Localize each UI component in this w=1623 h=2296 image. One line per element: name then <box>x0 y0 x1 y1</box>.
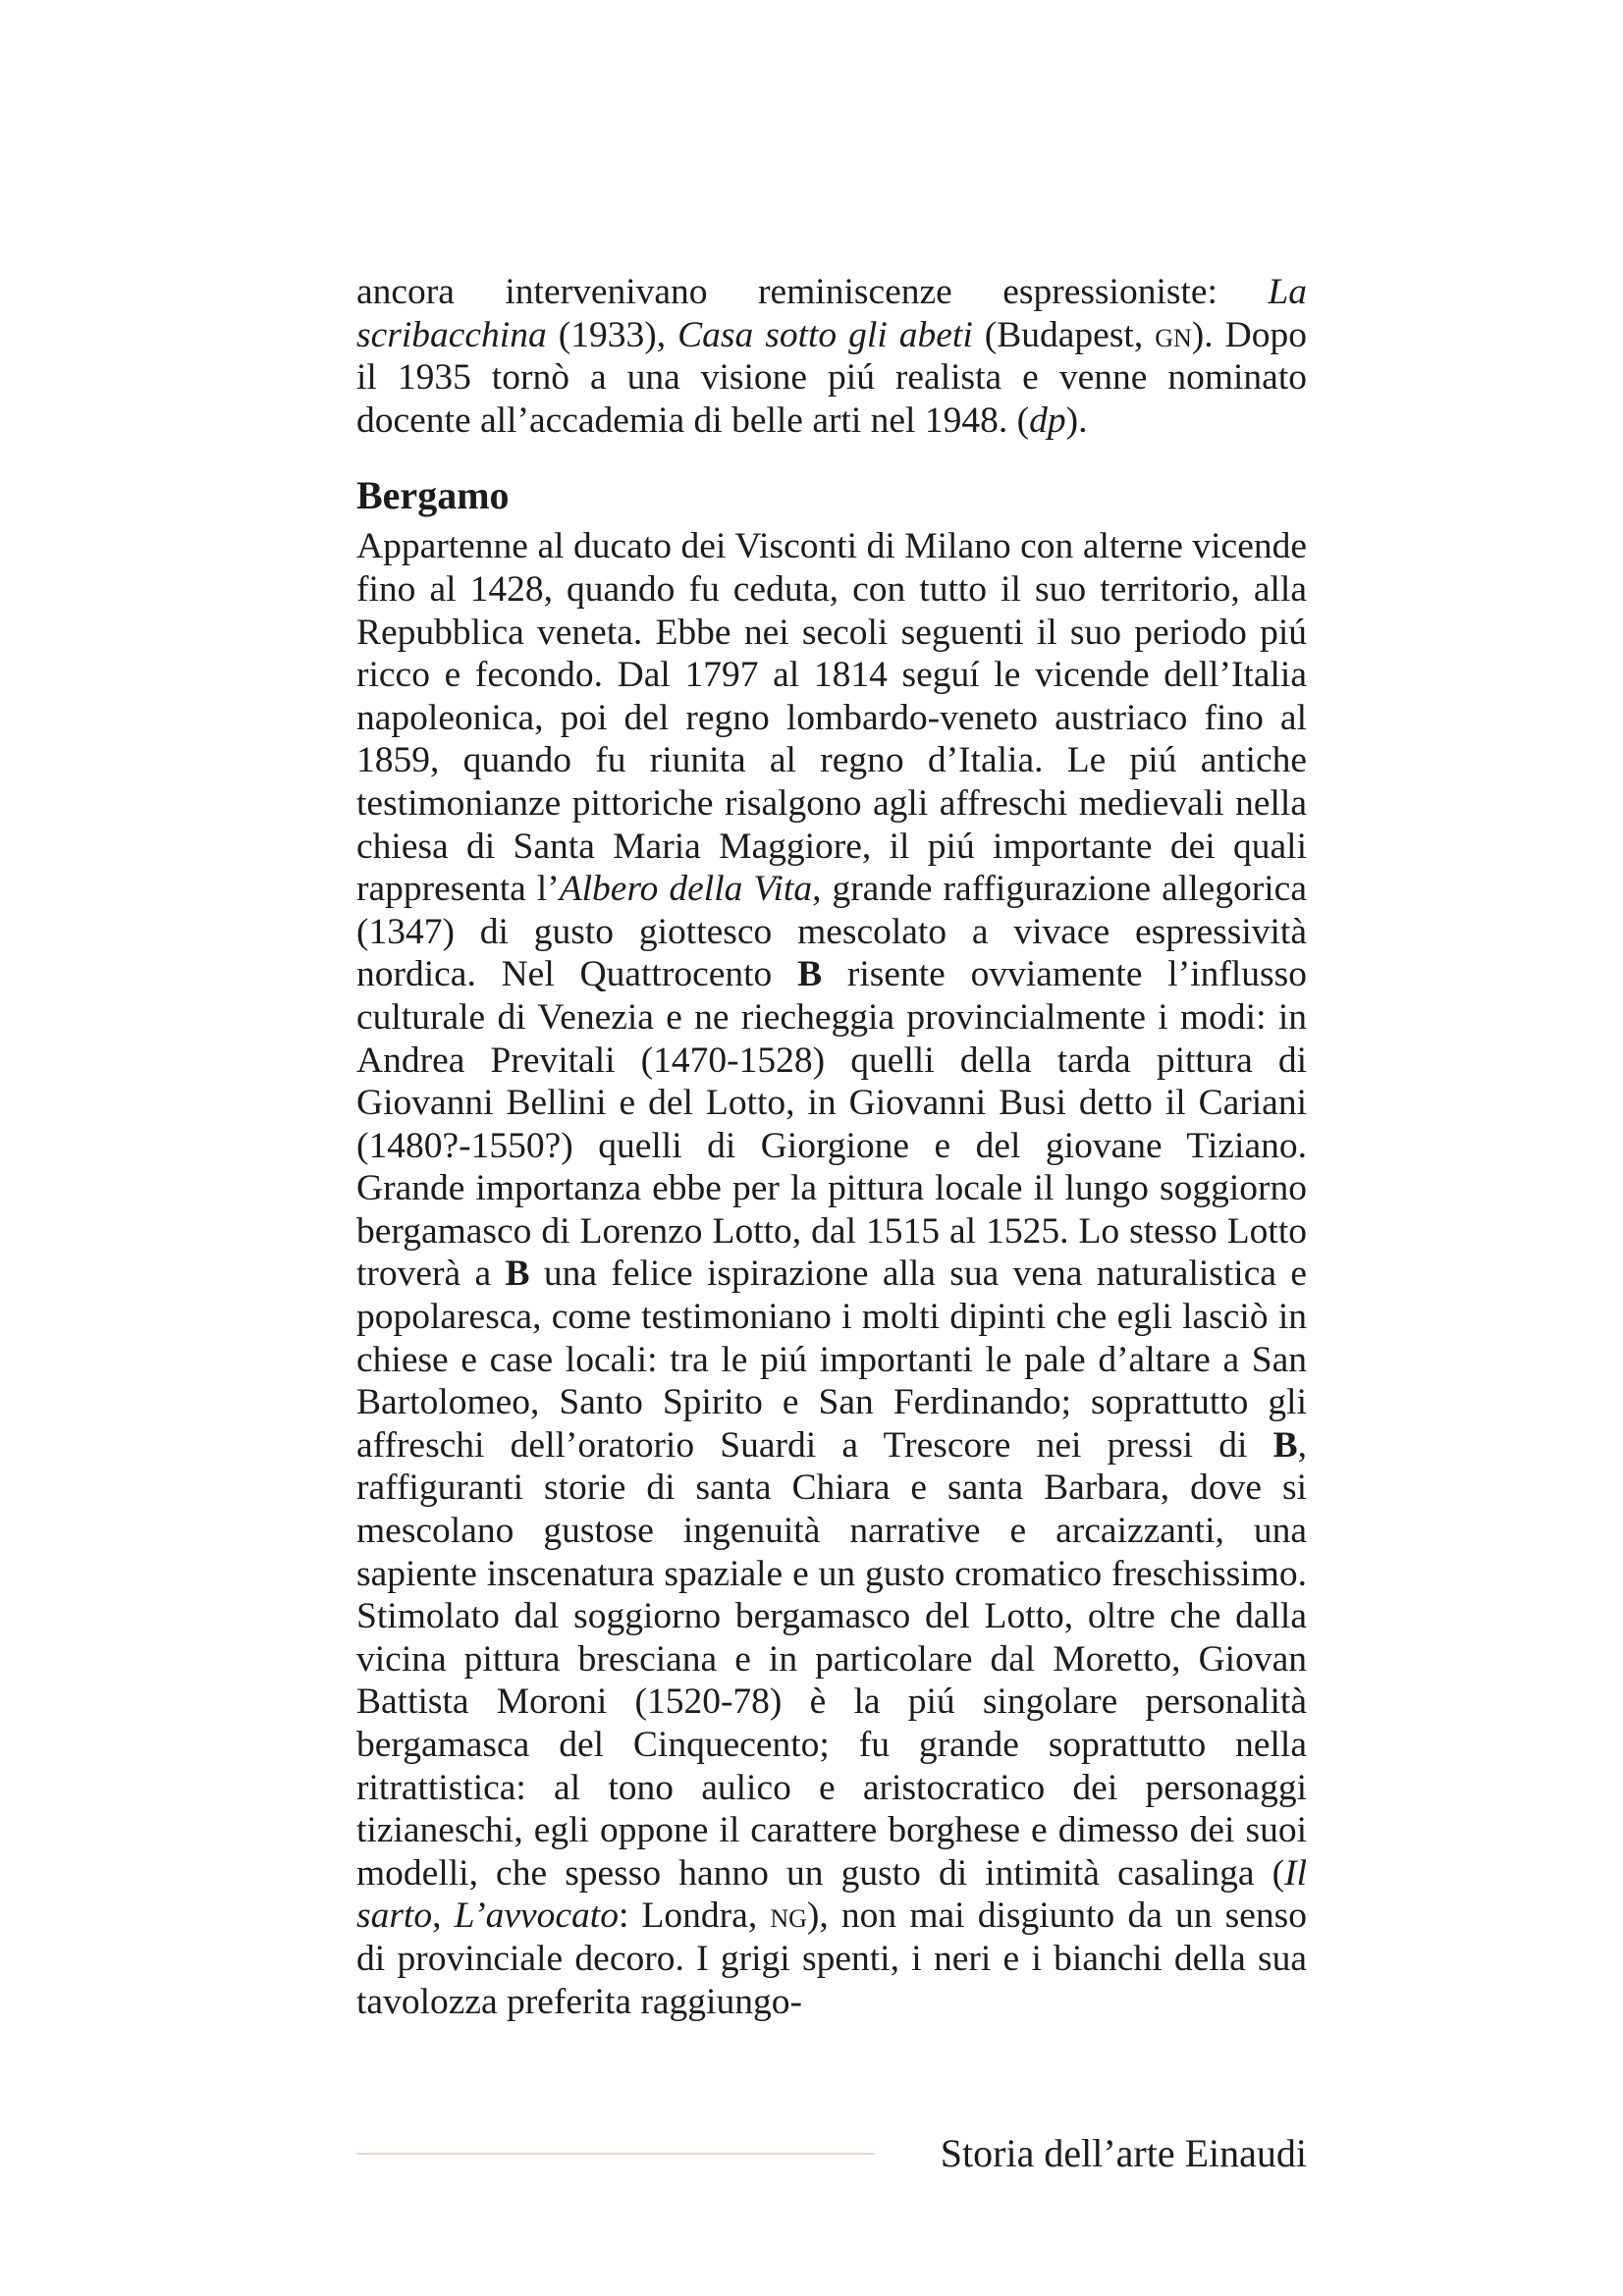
intro-text: ). Dopo il 1935 tornò a una visione piú realista e venne nominato docente all’accademia di belle arti nel 1948. ( <box>356 314 1307 441</box>
museum-abbreviation: ng <box>770 1896 807 1937</box>
footer-rule <box>356 2153 875 2155</box>
entry-abbreviation: B <box>505 1254 530 1295</box>
body-text: , raffiguranti storie di santa Chiara e santa Barbara, dove si mescolano gustose ingenuità narrative e arcaizzanti, una sapiente inscenatura spaziale e un gusto cromatico freschissimo. Stimolato dal soggiorno bergamasco del Lotto, oltre che dalla vicina pittura bresciana e in particolare dal Moretto, Giovan Battista Moroni (1520-78) è la piú singolare personalità bergamasca del Cinquecento; fu grande soprattutto nella ritrattistica: al tono aulico e aristocratico dei personaggi tizianeschi, egli oppone il carattere borghese e dimesso dei suoi modelli, che spesso hanno un gusto di intimità casalinga ( <box>356 1424 1307 1894</box>
intro-text: (Budapest, <box>972 314 1156 355</box>
entry-abbreviation: B <box>797 954 823 995</box>
footer-publication-title: Storia dell’arte Einaudi <box>940 2131 1307 2175</box>
work-title: Albero della Vita <box>559 869 813 910</box>
text-column <box>356 271 1307 2023</box>
body-text: risente ovviamente l’influsso culturale di Venezia e ne riecheggia provincialmente i modi: in Andrea Previtali (1470-1528) quelli della tarda pittura di Giovanni Bellini e del Lotto, in Giovanni Busi detto il Cariani (1480?-1550?) quelli di Giorgione e del giovane Tiziano. Grande importanza ebbe per la pittura locale il lungo soggiorno bergamasco di Lorenzo Lotto, dal 1515 al 1525. Lo stesso Lotto troverà a <box>356 954 1307 1295</box>
museum-abbreviation: gn <box>1155 314 1192 355</box>
intro-text: ancora intervenivano reminiscenze espressioniste: <box>356 272 1269 312</box>
body-text: Appartenne al ducato dei Visconti di Milano con alterne vicende fino al 1428, quando fu ceduta, con tutto il suo territorio, alla Repubblica veneta. Ebbe nei secoli seguenti il suo periodo piú ricco e fecondo. Dal 1797 al 1814 seguí le vicende dell’Italia napoleonica, poi del regno lombardo-veneto austriaco fino al 1859, quando fu riunita al regno d’Italia. Le piú antiche testimonianze pittoriche risalgono agli affreschi medievali nella chiesa di Santa Maria Maggiore, il piú importante dei quali rappresenta l’ <box>356 526 1307 910</box>
intro-text: (1933), <box>546 314 678 355</box>
body-text: , grande raffigurazione allegorica (1347) di gusto giottesco mescolato a vivace espressività nordica. Nel Quattrocento <box>356 869 1307 995</box>
body-text: , <box>432 1896 455 1937</box>
body-text: una felice ispirazione alla sua vena naturalistica e popolaresca, come testimoniano i molti dipinti che egli lasciò in chiese e case locali: tra le piú importanti le pale d’altare a San Bartolomeo, Santo Spirito e San Ferdinando; soprattutto gli affreschi dell’oratorio Suardi a Trescore nei pressi di <box>356 1254 1307 1466</box>
body-text: : Londra, <box>618 1896 771 1937</box>
work-title: L’avvocato <box>454 1896 619 1937</box>
entry-abbreviation: B <box>1272 1424 1298 1466</box>
work-title: Il sarto <box>356 1852 1307 1937</box>
intro-paragraph <box>356 271 1307 442</box>
work-title: La scribacchina <box>356 272 1307 355</box>
body-text: ), non mai disgiunto da un senso di provinciale decoro. I grigi spenti, i neri e i bianchi della sua tavolozza preferita raggiungo- <box>356 1896 1307 2022</box>
intro-text: ). <box>1065 400 1088 441</box>
entry-body <box>356 525 1307 2023</box>
work-title: Casa sotto gli abeti <box>677 314 973 355</box>
entry-heading: Bergamo <box>356 473 510 518</box>
author-initials: dp <box>1029 400 1066 441</box>
